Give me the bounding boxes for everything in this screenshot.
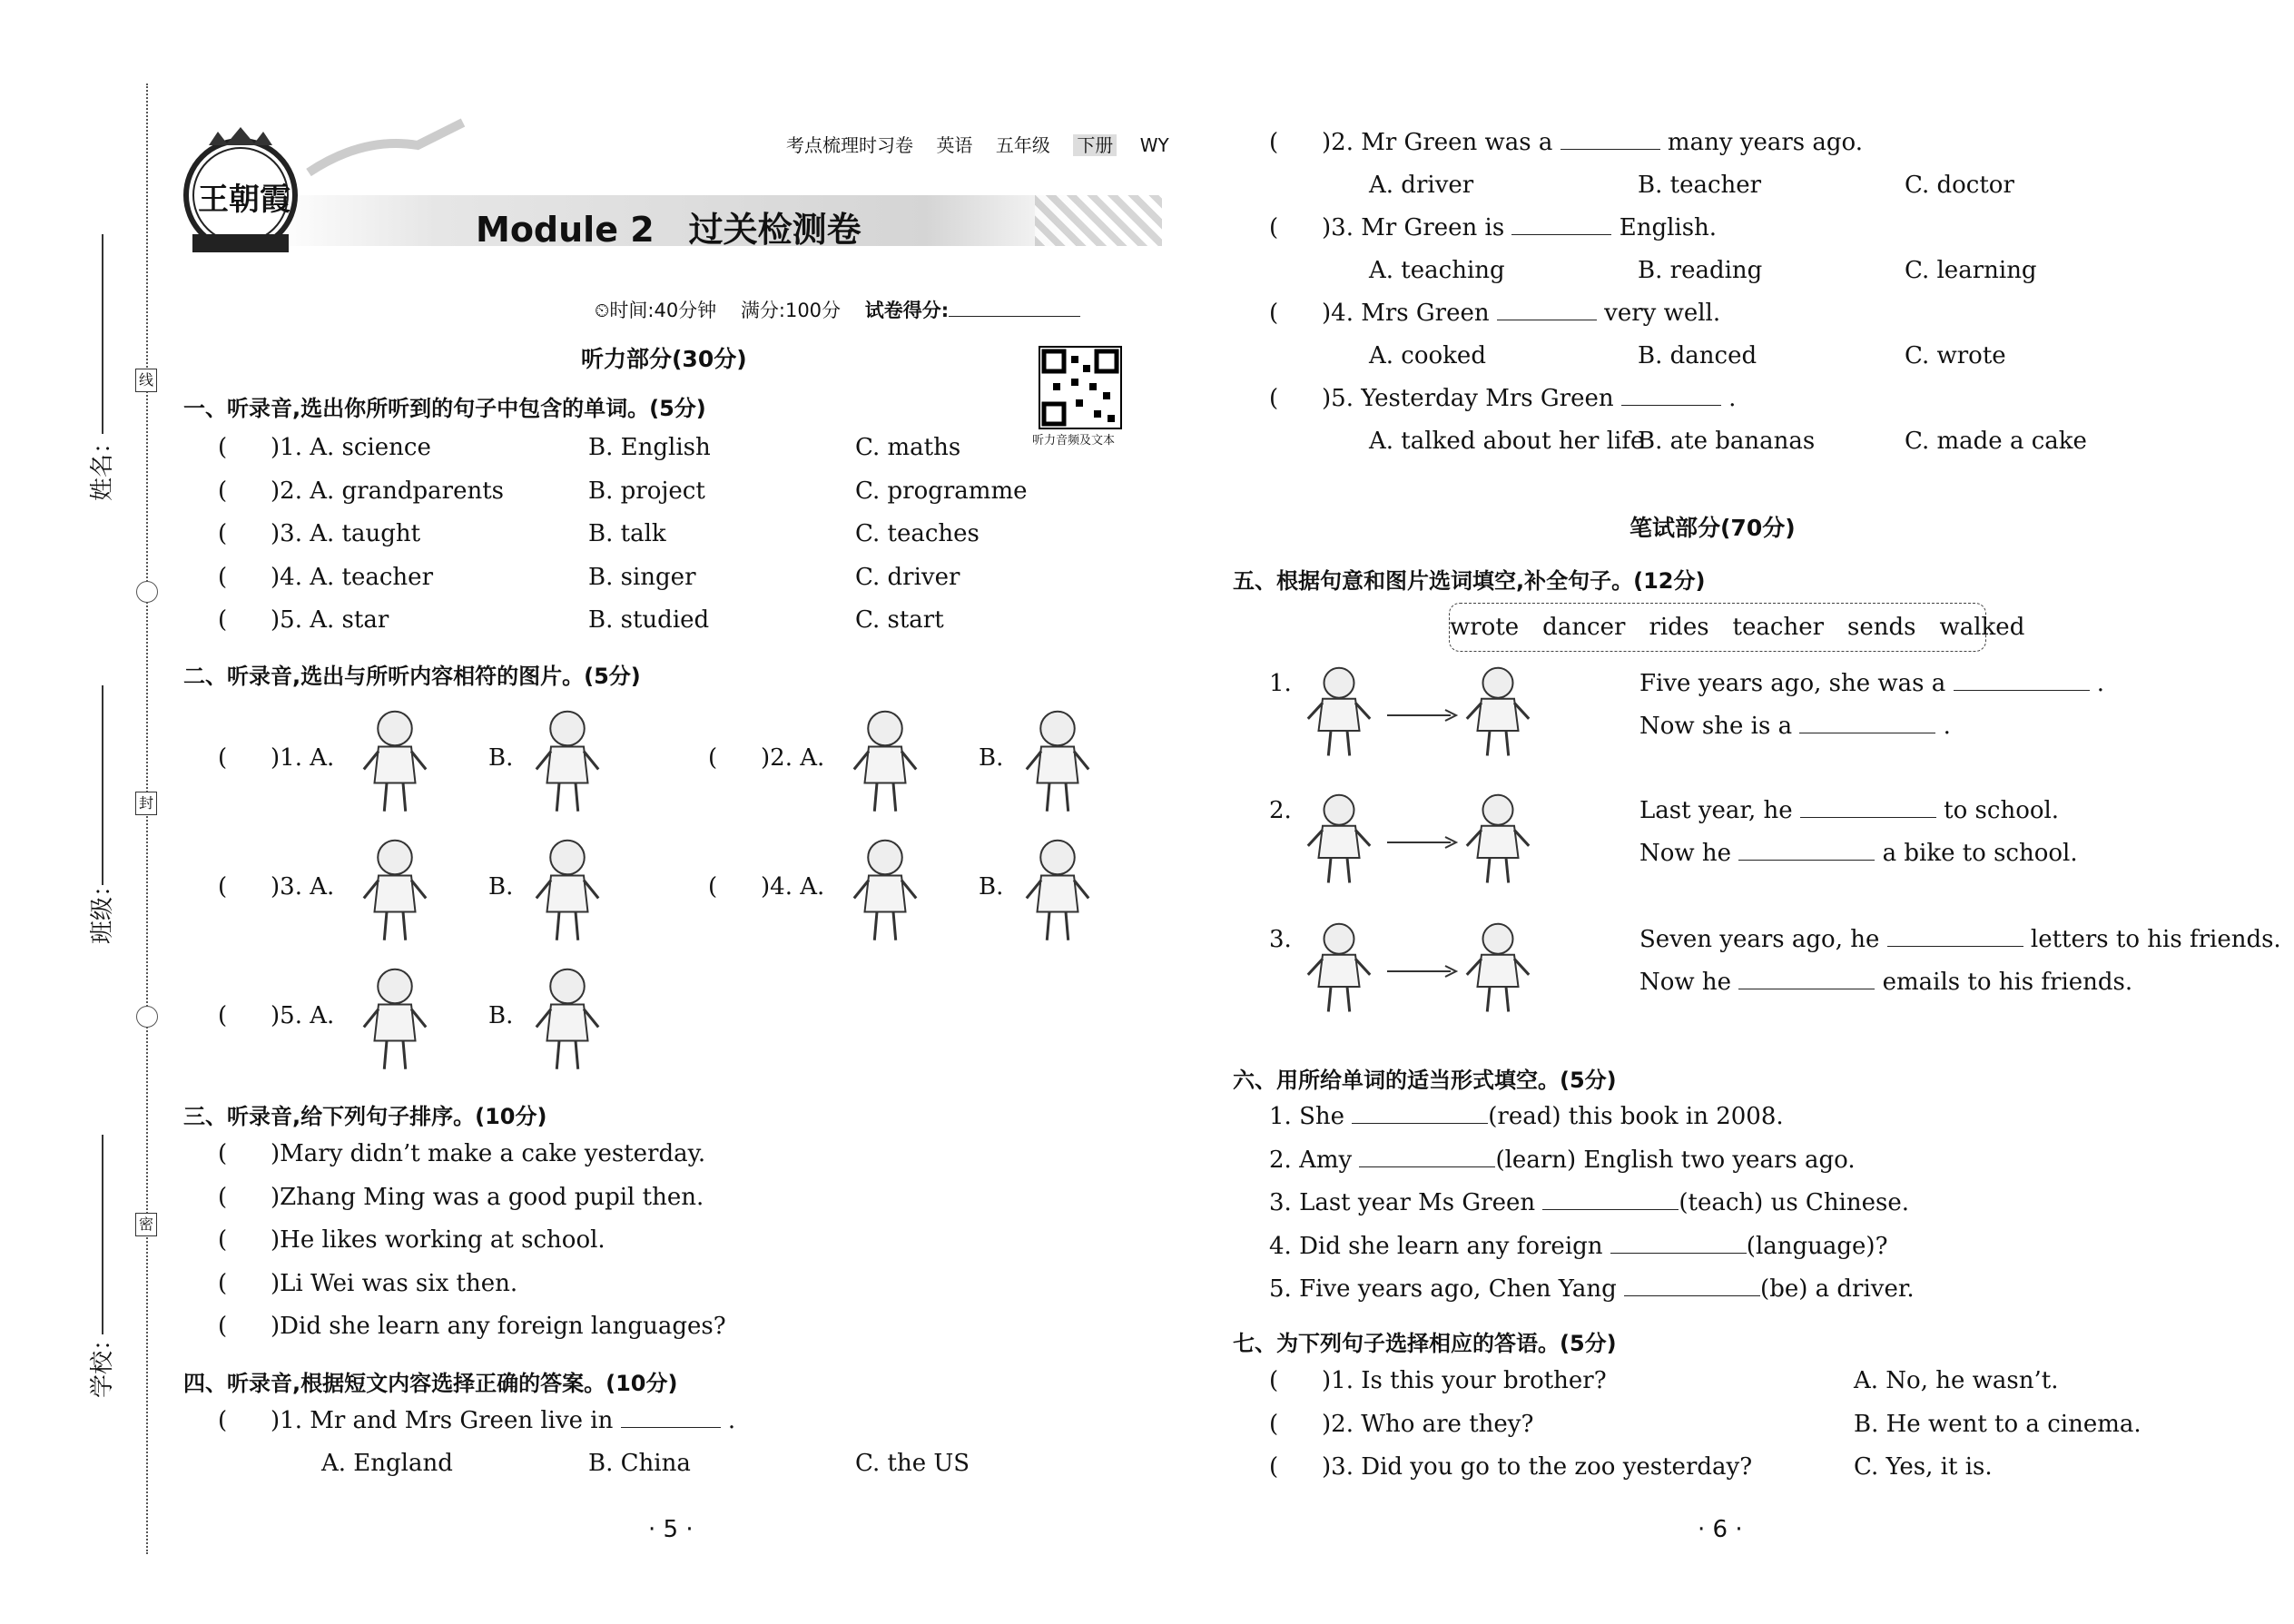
list-item: ( )He likes working at school. — [218, 1226, 605, 1254]
line-1 — [1639, 797, 2059, 824]
option-b: B. studied — [588, 606, 710, 634]
sentence: Zhang Ming was a good pupil then. — [280, 1183, 704, 1211]
list-item: ( )3. A. — [218, 873, 335, 901]
answer-paren-close[interactable]: ) — [271, 744, 281, 772]
option-b-picture — [527, 704, 608, 817]
answer-option: C. Yes, it is. — [1854, 1453, 1993, 1481]
list-item: ( )Mary didn’t make a cake yesterday. — [218, 1140, 706, 1167]
header-info — [786, 131, 1169, 157]
option-b-picture — [1017, 704, 1098, 817]
answer-blank[interactable] — [1359, 1148, 1495, 1167]
list-item: ( )3. Did you go to the zoo yesterday? — [1269, 1453, 1753, 1481]
grade: 五年级 — [995, 134, 1050, 156]
stem: 3. Mr Green is — [1331, 214, 1505, 241]
answer-paren-close[interactable]: ) — [271, 1407, 281, 1434]
answer-blank[interactable] — [1497, 301, 1597, 320]
text: 2. Amy — [1269, 1146, 1353, 1174]
sentence: Did she learn any foreign languages? — [280, 1313, 726, 1340]
answer-paren-close[interactable]: ) — [271, 1140, 281, 1167]
item-number: 3. — [1269, 926, 1292, 953]
score-field[interactable] — [949, 298, 1080, 317]
stem-end: English. — [1619, 214, 1718, 241]
page-number-right: · 6 · — [1698, 1516, 1743, 1543]
list-item: ( )2. Who are they? — [1269, 1410, 1534, 1438]
full-score: 满分:100分 — [740, 300, 842, 321]
line-2 — [1639, 713, 1951, 740]
exam-meta — [595, 296, 1080, 323]
text: (learn) English two years ago. — [1495, 1146, 1856, 1174]
text: letters to his friends. — [2030, 926, 2281, 953]
answer-paren-close[interactable]: ) — [1322, 1453, 1332, 1481]
answer-blank[interactable] — [1610, 1235, 1747, 1254]
text: 1. She — [1269, 1103, 1345, 1130]
stem-end: very well. — [1604, 300, 1721, 327]
writing-title: 笔试部分(70分) — [1629, 515, 1796, 541]
question-q1: ( )1. Mr and Mrs Green live in . — [218, 1407, 736, 1434]
text: (teach) us Chinese. — [1679, 1189, 1910, 1216]
option-b: B. teacher — [1638, 172, 1762, 199]
text: Now he — [1639, 840, 1732, 867]
answer-blank[interactable] — [1887, 928, 2023, 947]
list-item — [1269, 1233, 1888, 1260]
series-name: 考点梳理时习卷 — [786, 134, 913, 156]
answer-blank[interactable] — [1624, 1277, 1760, 1296]
option-b: B. English — [588, 434, 711, 461]
stem: 4. Mrs Green — [1331, 300, 1490, 327]
option-b: B. singer — [588, 563, 696, 591]
list-item: ( )2. A. — [708, 744, 825, 772]
option-a-label: 4. A. — [770, 873, 825, 901]
list-item — [1269, 1275, 1915, 1303]
list-item: ( )1. A. — [218, 744, 335, 772]
option-a-picture — [354, 961, 436, 1075]
arrow-icon — [1387, 706, 1460, 724]
list-item — [1269, 1147, 1856, 1174]
before-picture — [1298, 788, 1380, 888]
subject: 英语 — [936, 134, 973, 156]
question-q2: ( )2. Mr Green was a many years ago. — [1269, 129, 1863, 156]
answer-paren-close[interactable]: ) — [271, 1313, 281, 1340]
text: Last year, he — [1639, 797, 1793, 824]
list-item: ( )Did she learn any foreign languages? — [218, 1313, 726, 1340]
title-checker — [1035, 195, 1162, 246]
question-q3: ( )3. Mr Green is English. — [1269, 214, 1718, 241]
question: 3. Did you go to the zoo yesterday? — [1331, 1453, 1753, 1481]
after-picture — [1457, 788, 1539, 888]
binding-dotted-line — [146, 84, 148, 1554]
option-c: C. the US — [855, 1450, 970, 1477]
stem: 2. Mr Green was a — [1331, 129, 1553, 156]
ribbon-decoration — [309, 118, 472, 191]
option-a-picture — [354, 832, 436, 946]
list-item: ( )1. A. science — [218, 434, 431, 461]
option-a: 1. A. science — [280, 434, 431, 461]
text: Now she is a — [1639, 713, 1793, 740]
text: emails to his friends. — [1882, 969, 2133, 996]
option-a-label: 5. A. — [280, 1002, 335, 1029]
option-c: C. programme — [855, 477, 1028, 505]
text: 4. Did she learn any foreign — [1269, 1232, 1603, 1260]
text: . — [1943, 713, 1951, 740]
binding-hole-1 — [136, 581, 158, 603]
answer-paren-close[interactable]: ) — [1322, 385, 1332, 412]
answer-paren-close[interactable]: ) — [271, 873, 281, 901]
option-a: 3. A. taught — [280, 520, 421, 547]
answer-blank[interactable] — [1799, 714, 1935, 733]
answer-paren-close[interactable]: ) — [271, 606, 281, 634]
option-c: C. driver — [855, 563, 960, 591]
listening-title: 听力部分(30分) — [581, 346, 747, 372]
answer-blank[interactable] — [1542, 1191, 1679, 1210]
qr-caption: 听力音频及文本 — [1032, 434, 1116, 448]
list-item: ( )5. A. — [218, 1002, 335, 1029]
mark-line: 线 — [135, 369, 157, 392]
option-a-label: 1. A. — [280, 744, 335, 772]
question-q4: ( )4. Mrs Green very well. — [1269, 300, 1721, 327]
list-item: ( )Li Wei was six then. — [218, 1269, 518, 1297]
before-picture — [1298, 917, 1380, 1017]
answer-blank[interactable] — [1511, 216, 1611, 235]
list-item: ( )Zhang Ming was a good pupil then. — [218, 1183, 704, 1211]
stem-end: . — [727, 1407, 736, 1434]
answer-paren-close[interactable]: ) — [271, 1183, 281, 1211]
line-1 — [1639, 926, 2281, 953]
text: Five years ago, she was a — [1639, 670, 1946, 697]
option-a-picture — [844, 704, 926, 817]
score-label: 试卷得分: — [864, 300, 950, 321]
option-c: C. maths — [855, 434, 961, 461]
option-b-label: B. — [488, 873, 514, 901]
stem: 5. Yesterday Mrs Green — [1331, 385, 1614, 412]
option-a: 4. A. teacher — [280, 563, 433, 591]
list-item: ( )4. A. teacher — [218, 563, 433, 591]
option-c: C. wrote — [1905, 342, 2006, 369]
text: a bike to school. — [1882, 840, 2078, 867]
answer-blank[interactable] — [621, 1409, 721, 1428]
text: (be) a driver. — [1760, 1275, 1915, 1303]
list-item: ( )5. A. star — [218, 606, 389, 634]
answer-paren-close[interactable]: ) — [271, 477, 281, 505]
answer-option: B. He went to a cinema. — [1854, 1410, 2141, 1438]
text: Seven years ago, he — [1639, 926, 1880, 953]
text: 5. Five years ago, Chen Yang — [1269, 1275, 1617, 1303]
list-item: ( )2. A. grandparents — [218, 477, 504, 505]
question: 1. Is this your brother? — [1331, 1367, 1607, 1394]
brand-name: 王朝霞 — [198, 182, 290, 218]
text: . — [2096, 670, 2105, 697]
s5-word-box: wrote dancer rides teacher sends walked — [1449, 603, 1986, 652]
option-c: C. start — [855, 606, 944, 634]
answer-blank[interactable] — [1954, 672, 2090, 691]
answer-blank[interactable] — [1352, 1105, 1488, 1124]
arrow-icon — [1387, 833, 1460, 851]
line-1 — [1639, 670, 2104, 697]
s4-title: 四、听录音,根据短文内容选择正确的答案。(10分) — [183, 1371, 678, 1396]
text: (language)? — [1746, 1232, 1888, 1260]
option-a: A. talked about her life — [1369, 428, 1645, 455]
before-picture — [1298, 661, 1380, 761]
item-number: 1. — [1269, 670, 1292, 697]
option-b: B. ate bananas — [1638, 428, 1816, 455]
answer-paren-close[interactable]: ) — [271, 1226, 281, 1254]
option-a: A. driver — [1369, 172, 1474, 199]
option-b: B. project — [588, 477, 705, 505]
after-picture — [1457, 917, 1539, 1017]
option-b-picture — [527, 961, 608, 1075]
answer-paren-close[interactable]: ) — [761, 873, 771, 901]
name-label: 姓名： — [89, 429, 116, 501]
edition: WY — [1139, 134, 1169, 156]
class-line — [102, 685, 103, 885]
option-c: C. teaches — [855, 520, 980, 547]
answer-paren-close[interactable]: ) — [1322, 214, 1332, 241]
s2-title: 二、听录音,选出与所听内容相符的图片。(5分) — [183, 664, 641, 689]
option-c: C. doctor — [1905, 172, 2014, 199]
s5-title: 五、根据句意和图片选词填空,补全句子。(12分) — [1233, 568, 1706, 594]
option-b-picture — [1017, 832, 1098, 946]
s3-title: 三、听录音,给下列句子排序。(10分) — [183, 1104, 547, 1129]
school-line — [102, 1135, 103, 1334]
mark-seal: 封 — [135, 792, 157, 815]
list-item — [1269, 1103, 1784, 1130]
option-a: 5. A. star — [280, 606, 389, 634]
class-label: 班级： — [89, 872, 116, 944]
answer-option: A. No, he wasn’t. — [1854, 1367, 2059, 1394]
option-b-label: B. — [488, 744, 514, 772]
answer-paren-close[interactable]: ) — [1322, 129, 1332, 156]
mark-secret: 密 — [135, 1213, 157, 1236]
list-item: ( )3. A. taught — [218, 520, 421, 547]
option-b: B. talk — [588, 520, 666, 547]
binding-hole-2 — [136, 1006, 158, 1028]
answer-paren-close[interactable]: ) — [271, 1269, 281, 1297]
item-number: 2. — [1269, 797, 1292, 824]
answer-blank[interactable] — [1800, 799, 1936, 818]
name-line — [102, 234, 103, 434]
option-b-picture — [527, 832, 608, 946]
text: 3. Last year Ms Green — [1269, 1189, 1536, 1216]
answer-paren-close[interactable]: ) — [1322, 1367, 1332, 1394]
option-a-label: 3. A. — [280, 873, 335, 901]
option-b-label: B. — [488, 1002, 514, 1029]
answer-blank[interactable] — [1621, 387, 1721, 406]
answer-paren-close[interactable]: ) — [1322, 1410, 1332, 1438]
s7-title: 七、为下列句子选择相应的答语。(5分) — [1233, 1331, 1617, 1356]
option-b: B. China — [588, 1450, 691, 1477]
answer-blank[interactable] — [1738, 842, 1875, 861]
answer-paren-close[interactable]: ) — [271, 563, 281, 591]
answer-paren-close[interactable]: ) — [271, 1002, 281, 1029]
line-2 — [1639, 840, 2078, 867]
text: Now he — [1639, 969, 1732, 996]
answer-blank[interactable] — [1738, 970, 1875, 989]
s6-title: 六、用所给单词的适当形式填空。(5分) — [1233, 1068, 1617, 1093]
answer-paren-close[interactable]: ) — [761, 744, 771, 772]
option-a: A. cooked — [1369, 342, 1486, 369]
option-a-picture — [354, 704, 436, 817]
time-limit: ⏲时间:40分钟 — [595, 300, 717, 321]
answer-paren-close[interactable]: ) — [271, 520, 281, 547]
answer-paren-close[interactable]: ) — [1322, 300, 1332, 327]
list-item: ( )1. Is this your brother? — [1269, 1367, 1607, 1394]
text: (read) this book in 2008. — [1488, 1103, 1784, 1130]
list-item — [1269, 1189, 1909, 1216]
stem-end: many years ago. — [1667, 129, 1863, 156]
option-b: B. reading — [1638, 257, 1763, 284]
question-q5: ( )5. Yesterday Mrs Green . — [1269, 385, 1737, 412]
qr-code-icon — [1039, 347, 1121, 428]
answer-paren-close[interactable]: ) — [271, 434, 281, 461]
option-b-label: B. — [979, 873, 1004, 901]
volume: 下册 — [1073, 134, 1117, 156]
option-a-label: 2. A. — [770, 744, 825, 772]
option-b-label: B. — [979, 744, 1004, 772]
sentence: He likes working at school. — [280, 1226, 605, 1254]
page-title: Module 2 过关检测卷 — [476, 210, 861, 250]
sentence: Li Wei was six then. — [280, 1269, 518, 1297]
s1-title: 一、听录音,选出你所听到的句子中包含的单词。(5分) — [183, 396, 706, 421]
page-number-left: · 5 · — [648, 1516, 694, 1543]
stem-end: . — [1728, 385, 1737, 412]
option-a: A. England — [321, 1450, 453, 1477]
option-c: C. learning — [1905, 257, 2037, 284]
option-c: C. made a cake — [1905, 428, 2087, 455]
option-a: A. teaching — [1369, 257, 1505, 284]
text: to school. — [1944, 797, 2060, 824]
stem: 1. Mr and Mrs Green live in — [280, 1407, 614, 1434]
option-a-picture — [844, 832, 926, 946]
option-a: 2. A. grandparents — [280, 477, 504, 505]
option-b: B. danced — [1638, 342, 1757, 369]
list-item: ( )4. A. — [708, 873, 825, 901]
sentence: Mary didn’t make a cake yesterday. — [280, 1140, 706, 1167]
arrow-icon — [1387, 962, 1460, 980]
line-2 — [1639, 969, 2132, 996]
answer-blank[interactable] — [1561, 131, 1660, 150]
school-label: 学校： — [89, 1326, 116, 1398]
question: 2. Who are they? — [1331, 1410, 1534, 1438]
after-picture — [1457, 661, 1539, 761]
